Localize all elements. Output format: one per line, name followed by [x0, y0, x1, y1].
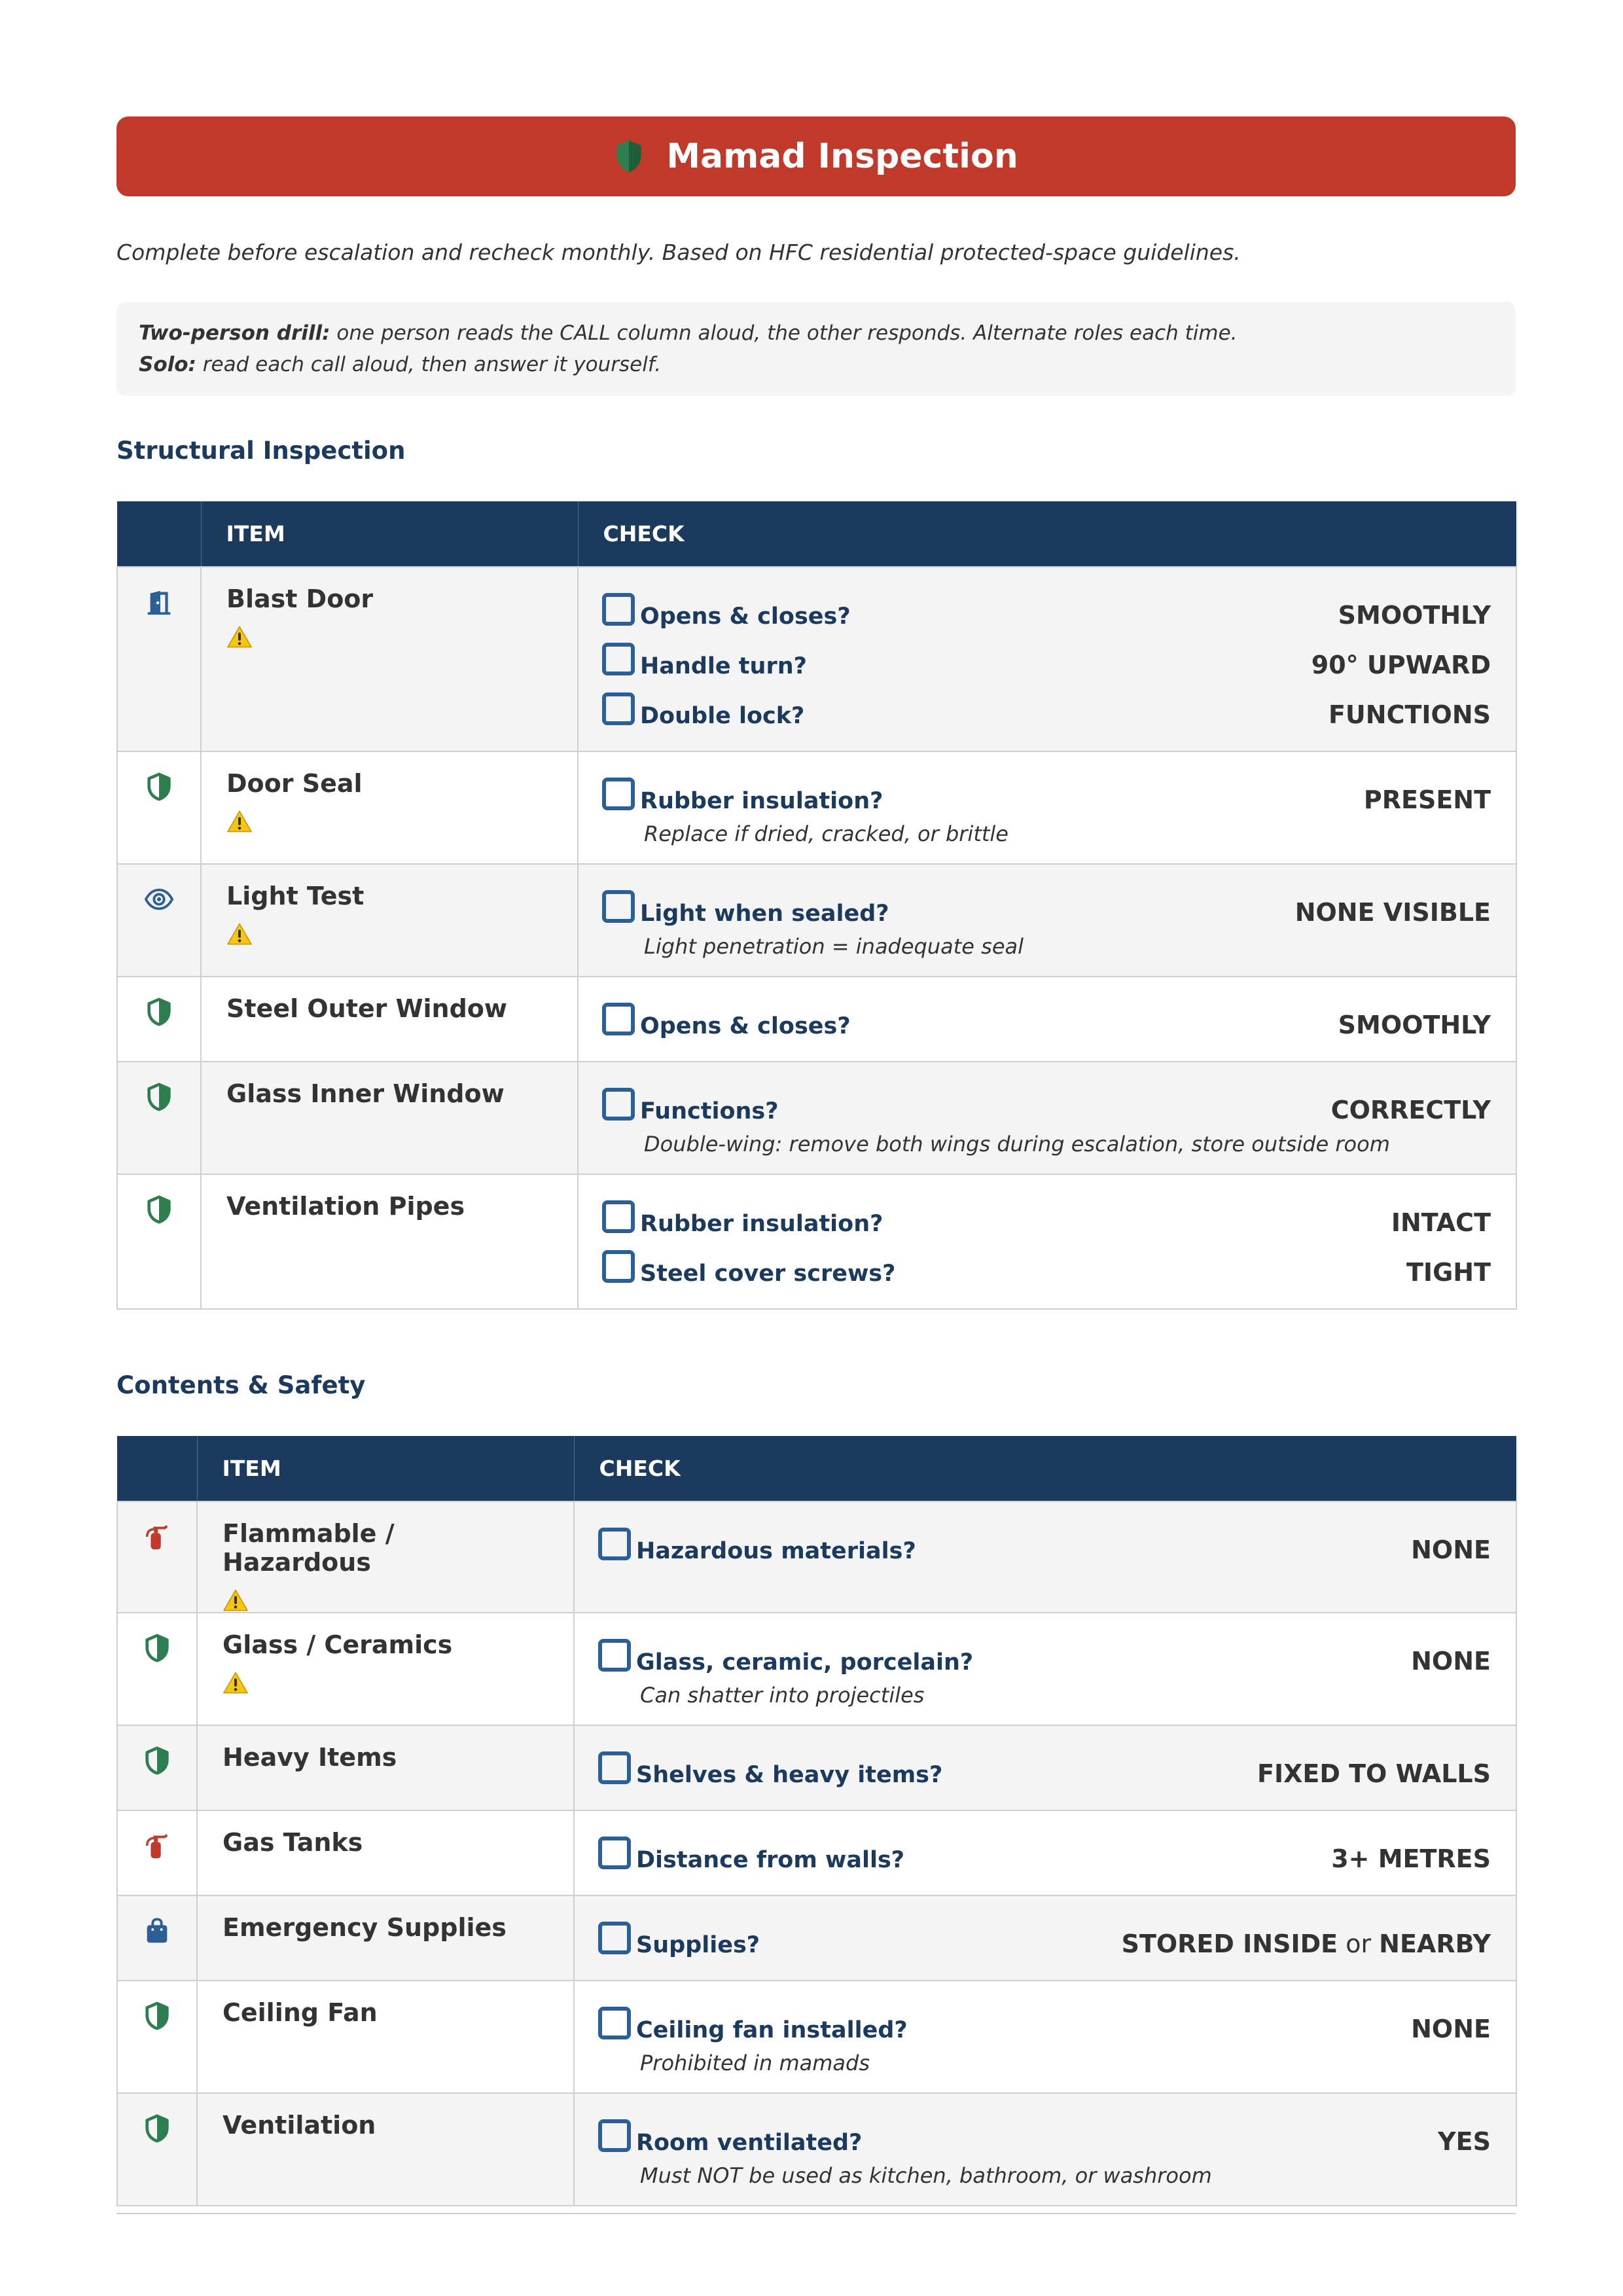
table-row	[117, 1810, 1516, 1895]
shield-icon	[144, 792, 174, 804]
table-row	[117, 1174, 1516, 1309]
two-person-text: one person reads the CALL column aloud, the other responds. Alternate roles each time.	[330, 321, 1238, 345]
check-note: Replace if dried, cracked, or brittle	[644, 821, 1008, 846]
item-cell	[197, 1981, 574, 2093]
row-icon-cell	[117, 1062, 201, 1174]
check-cell	[578, 1062, 1516, 1174]
check-answer	[1411, 2008, 1491, 2043]
checkbox[interactable]	[602, 890, 635, 923]
table-row	[117, 567, 1516, 751]
item-name: Ceiling Fan	[223, 1998, 378, 2027]
table-row	[117, 1895, 1516, 1981]
check-cell	[574, 1810, 1516, 1895]
table-row	[117, 1501, 1516, 1613]
check-column-header: CHECK	[578, 501, 1516, 567]
check-cell	[578, 567, 1516, 751]
item-name: Gas Tanks	[223, 1828, 363, 1857]
row-icon-cell	[117, 1613, 197, 1725]
answer-primary: NONE	[1411, 1535, 1491, 1564]
check-answer	[1411, 1640, 1491, 1676]
answer-primary: NONE VISIBLE	[1294, 898, 1491, 927]
answer-primary: STORED INSIDE	[1121, 1929, 1338, 1958]
check-cell	[578, 864, 1516, 977]
check-answer	[1122, 1923, 1491, 1958]
checkbox[interactable]	[598, 1751, 631, 1784]
item-cell	[201, 864, 578, 977]
shield-icon	[144, 1215, 174, 1227]
row-icon-cell	[117, 567, 201, 751]
check-question: Functions?	[640, 1098, 779, 1124]
table-row	[117, 1613, 1516, 1725]
bag-icon	[142, 1936, 172, 1948]
check-line	[598, 1916, 1491, 1965]
table-row	[117, 1725, 1516, 1810]
checkbox[interactable]	[602, 593, 635, 626]
title-banner	[116, 117, 1516, 196]
check-note: Double-wing: remove both wings during escalation, store outside room	[644, 1132, 1390, 1157]
item-name: Glass / Ceramics	[223, 1630, 453, 1659]
warning-icon	[223, 1671, 249, 1695]
check-cell	[574, 1895, 1516, 1981]
item-name: Blast Door	[226, 584, 374, 613]
check-question: Ceiling fan installed?	[636, 2017, 908, 2043]
checkbox[interactable]	[602, 643, 635, 675]
check-answer	[1391, 1202, 1491, 1237]
check-answer	[1438, 2121, 1491, 2156]
item-name: Glass Inner Window	[226, 1079, 505, 1108]
check-question: Distance from walls?	[636, 1847, 905, 1873]
item-cell	[197, 2093, 574, 2206]
row-icon-cell	[117, 1810, 197, 1895]
shield-icon	[614, 139, 644, 173]
answer-primary: NONE	[1411, 1647, 1491, 1676]
check-line	[598, 1633, 1491, 1683]
item-column-header: ITEM	[197, 1436, 574, 1501]
check-cell	[574, 1725, 1516, 1810]
two-person-label: Two-person drill:	[139, 321, 330, 345]
row-icon-cell	[117, 1981, 197, 2093]
row-icon-cell	[117, 1725, 197, 1810]
check-question: Steel cover screws?	[640, 1261, 896, 1287]
shield-icon	[144, 1102, 174, 1115]
item-column-header: ITEM	[201, 501, 578, 567]
table-row	[117, 864, 1516, 977]
item-cell	[197, 1810, 574, 1895]
warning-icon	[226, 625, 253, 649]
check-line	[598, 2113, 1491, 2163]
row-icon-cell	[117, 1501, 197, 1613]
row-icon-cell	[117, 2093, 197, 2206]
intro-text: Complete before escalation and recheck monthly. Based on HFC residential protected-space guidelines.	[116, 240, 1241, 265]
answer-primary: TIGHT	[1406, 1258, 1491, 1287]
check-answer	[1295, 891, 1491, 927]
table-header-row	[117, 501, 1516, 567]
checkbox[interactable]	[598, 1639, 631, 1672]
page-title: Mamad Inspection	[666, 137, 1018, 176]
checkbox[interactable]	[602, 692, 635, 725]
icon-column-header	[117, 1436, 197, 1501]
contents-table	[116, 1436, 1517, 2206]
shield-icon	[142, 1653, 172, 1666]
solo-label: Solo:	[139, 353, 196, 376]
answer-primary: 90° UPWARD	[1311, 651, 1491, 679]
check-note: Light penetration = inadequate seal	[644, 934, 1024, 959]
check-line	[598, 1831, 1491, 1880]
item-name: Light Test	[226, 882, 365, 910]
check-line	[602, 772, 1491, 821]
check-line	[598, 2001, 1491, 2051]
warning-icon	[226, 810, 253, 833]
checkbox[interactable]	[602, 1088, 635, 1121]
eye-icon	[144, 905, 174, 917]
item-cell	[201, 567, 578, 751]
check-answer	[1311, 644, 1491, 679]
item-name: Flammable / Hazardous	[223, 1519, 395, 1577]
table-row	[117, 751, 1516, 864]
check-line	[598, 1522, 1491, 1571]
icon-column-header	[117, 501, 201, 567]
check-line	[602, 1244, 1491, 1294]
answer-primary: PRESENT	[1363, 785, 1491, 814]
drill-instructions	[116, 302, 1516, 396]
check-question: Glass, ceramic, porcelain?	[636, 1649, 974, 1676]
checkbox[interactable]	[598, 2007, 631, 2039]
fire-extinguisher-icon	[142, 1851, 172, 1863]
check-answer	[1411, 1529, 1491, 1564]
check-line	[602, 687, 1491, 736]
inspection-page	[116, 117, 1516, 2214]
two-person-line	[139, 317, 1493, 349]
checkbox[interactable]	[598, 2119, 631, 2152]
check-question: Double lock?	[640, 703, 805, 729]
check-question: Room ventilated?	[636, 2130, 863, 2156]
check-note: Must NOT be used as kitchen, bathroom, or washroom	[640, 2163, 1212, 2188]
check-answer	[1331, 1089, 1491, 1124]
check-cell	[574, 1981, 1516, 2093]
item-cell	[197, 1501, 574, 1613]
check-line	[602, 1194, 1491, 1244]
check-line	[602, 1082, 1491, 1132]
check-answer	[1338, 594, 1491, 630]
check-note: Can shatter into projectiles	[640, 1683, 925, 1708]
answer-primary: 3+ METRES	[1331, 1844, 1491, 1873]
checkbox[interactable]	[598, 1837, 631, 1869]
check-cell	[578, 751, 1516, 864]
answer-primary: NONE	[1411, 2015, 1491, 2043]
door-icon	[144, 607, 174, 620]
answer-primary: SMOOTHLY	[1338, 1011, 1491, 1039]
check-line	[602, 997, 1491, 1047]
check-answer	[1338, 1004, 1491, 1039]
item-cell	[197, 1895, 574, 1981]
answer-or: or	[1338, 1929, 1380, 1958]
row-icon-cell	[117, 864, 201, 977]
solo-text: read each call aloud, then answer it yourself.	[196, 353, 662, 376]
check-line	[598, 1746, 1491, 1795]
answer-primary: YES	[1438, 2127, 1491, 2156]
solo-line	[139, 349, 1493, 380]
answer-primary: FUNCTIONS	[1328, 700, 1491, 729]
check-question: Shelves & heavy items?	[636, 1762, 943, 1788]
warning-icon	[226, 922, 253, 946]
check-question: Rubber insulation?	[640, 1211, 883, 1237]
structural-section-title: Structural Inspection	[116, 437, 406, 465]
check-cell	[574, 2093, 1516, 2206]
checkbox[interactable]	[602, 1200, 635, 1233]
answer-primary: INTACT	[1391, 1208, 1491, 1237]
checkbox[interactable]	[598, 1922, 631, 1954]
row-icon-cell	[117, 751, 201, 864]
check-question: Hazardous materials?	[636, 1538, 916, 1564]
item-name: Door Seal	[226, 769, 363, 798]
answer-secondary: NEARBY	[1379, 1929, 1491, 1958]
row-icon-cell	[117, 1174, 201, 1309]
check-cell	[578, 977, 1516, 1062]
check-answer	[1329, 694, 1491, 729]
item-cell	[197, 1725, 574, 1810]
shield-icon	[144, 1017, 174, 1030]
check-answer	[1406, 1251, 1491, 1287]
row-icon-cell	[117, 1895, 197, 1981]
check-answer	[1257, 1753, 1491, 1788]
check-question: Light when sealed?	[640, 901, 889, 927]
answer-primary: FIXED TO WALLS	[1257, 1759, 1491, 1788]
check-question: Opens & closes?	[640, 1013, 851, 1039]
checkbox[interactable]	[602, 1250, 635, 1283]
table-header-row	[117, 1436, 1516, 1501]
check-cell	[578, 1174, 1516, 1309]
answer-primary: CORRECTLY	[1330, 1096, 1491, 1124]
table-row	[117, 1981, 1516, 2093]
check-question: Supplies?	[636, 1932, 760, 1958]
table-row	[117, 2093, 1516, 2206]
check-line	[602, 884, 1491, 934]
shield-icon	[142, 2134, 172, 2146]
check-question: Opens & closes?	[640, 603, 851, 630]
check-line	[602, 637, 1491, 687]
item-cell	[201, 1174, 578, 1309]
shield-icon	[142, 1766, 172, 1778]
item-cell	[201, 1062, 578, 1174]
check-column-header: CHECK	[574, 1436, 1516, 1501]
fire-extinguisher-icon	[142, 1542, 172, 1554]
item-name: Emergency Supplies	[223, 1913, 507, 1942]
warning-icon	[223, 1588, 249, 1612]
row-icon-cell	[117, 977, 201, 1062]
item-name: Steel Outer Window	[226, 994, 508, 1023]
table-row	[117, 1062, 1516, 1174]
item-name: Ventilation	[223, 2111, 376, 2140]
check-line	[602, 587, 1491, 637]
check-cell	[574, 1613, 1516, 1725]
item-name: Ventilation Pipes	[226, 1192, 465, 1221]
structural-table	[116, 501, 1517, 1310]
item-cell	[201, 977, 578, 1062]
check-cell	[574, 1501, 1516, 1613]
check-question: Handle turn?	[640, 653, 807, 679]
check-answer	[1364, 779, 1491, 814]
bottom-divider	[116, 2213, 1516, 2214]
contents-section-title: Contents & Safety	[116, 1371, 366, 1399]
item-cell	[201, 751, 578, 864]
table-row	[117, 977, 1516, 1062]
item-cell	[197, 1613, 574, 1725]
answer-primary: SMOOTHLY	[1338, 601, 1491, 630]
checkbox[interactable]	[602, 778, 635, 810]
checkbox[interactable]	[602, 1003, 635, 1035]
check-question: Rubber insulation?	[640, 788, 883, 814]
shield-icon	[142, 2021, 172, 2034]
item-name: Heavy Items	[223, 1743, 397, 1772]
check-answer	[1331, 1838, 1491, 1873]
check-note: Prohibited in mamads	[640, 2051, 870, 2075]
checkbox[interactable]	[598, 1528, 631, 1560]
